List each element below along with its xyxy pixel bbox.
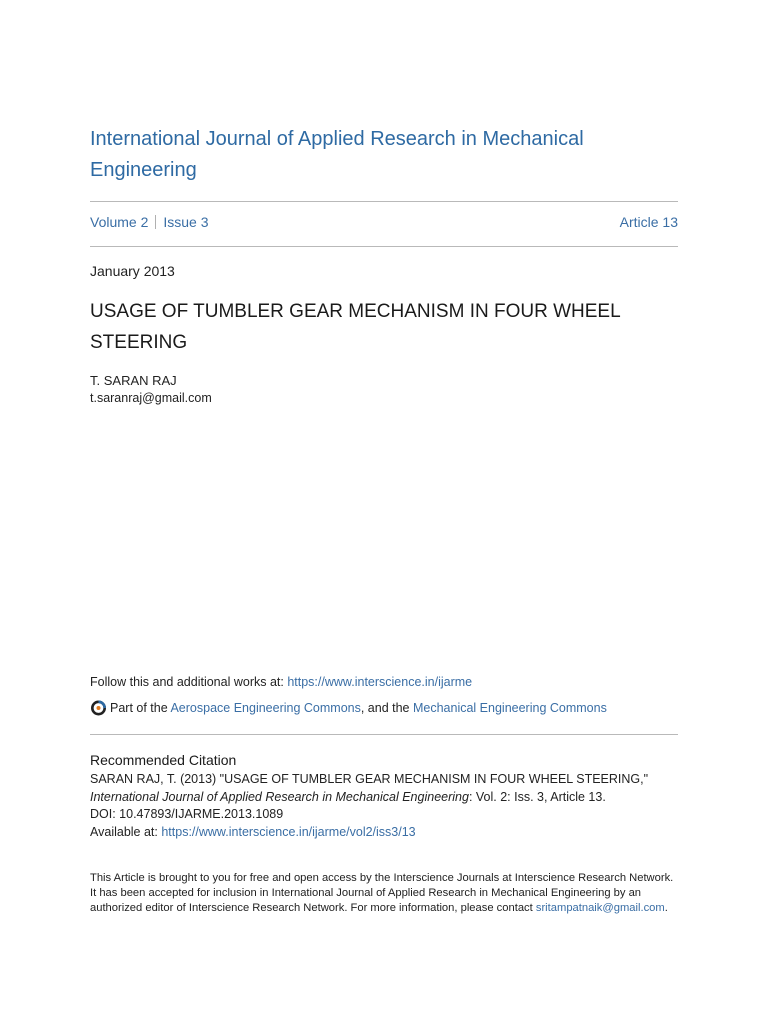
mechanical-commons-link[interactable]: Mechanical Engineering Commons	[412, 701, 607, 715]
follow-line	[90, 674, 472, 690]
access-notice	[90, 871, 678, 916]
citation-journal: International Journal of Applied Research in Mechanical Engineering	[90, 789, 469, 804]
access-notice-text: This Article is brought to you for free and open access by the Interscience Journals at Interscience Research Network. It has been accepted for inclusion in International Journal of Applied Research in Mechanical Engineering by an authorized editor of Interscience Research Network. For more information, please contact	[90, 872, 674, 914]
citation-line-2	[90, 789, 678, 807]
part-of-line	[90, 699, 607, 717]
issue-bar-separator	[155, 215, 156, 229]
citation-line-1: SARAN RAJ, T. (2013) "USAGE OF TUMBLER GEAR MECHANISM IN FOUR WHEEL STEERING,"	[90, 772, 649, 786]
available-prefix: Available at:	[90, 824, 162, 839]
author-name: T. SARAN RAJ	[90, 373, 177, 388]
issue-bar	[90, 213, 678, 231]
open-access-icon	[90, 699, 107, 716]
aerospace-commons-link[interactable]: Aerospace Engineering Commons	[170, 701, 361, 715]
article-link[interactable]: Article 13	[619, 214, 678, 230]
follow-prefix: Follow this and additional works at:	[90, 675, 288, 689]
access-notice-end: .	[664, 902, 668, 914]
divider-citation	[90, 734, 678, 735]
article-url-link[interactable]: https://www.interscience.in/ijarme/vol2/iss3/13	[161, 824, 416, 839]
citation-doi: DOI: 10.47893/IJARME.2013.1089	[90, 807, 284, 821]
citation-volume: : Vol. 2: Iss. 3, Article 13.	[468, 789, 606, 804]
citation-heading: Recommended Citation	[90, 752, 237, 768]
part-of-middle: , and the	[360, 701, 413, 715]
divider-top	[90, 201, 678, 202]
journal-title-link[interactable]: International Journal of Applied Research in Mechanical Engineering	[90, 128, 584, 181]
publication-date: January 2013	[90, 263, 175, 279]
citation-available	[90, 824, 678, 842]
part-of-prefix: Part of the	[110, 701, 171, 715]
repository-link[interactable]: https://www.interscience.in/ijarme	[287, 675, 473, 689]
issue-link[interactable]: Issue 3	[163, 214, 209, 230]
citation-block	[90, 771, 678, 841]
divider-bottom	[90, 246, 678, 247]
volume-link[interactable]: Volume 2	[90, 214, 149, 230]
article-title: USAGE OF TUMBLER GEAR MECHANISM IN FOUR WHEEL STEERING	[90, 301, 620, 353]
author-email: t.saranraj@gmail.com	[90, 391, 212, 405]
contact-email-link[interactable]: sritampatnaik@gmail.com	[535, 902, 665, 914]
